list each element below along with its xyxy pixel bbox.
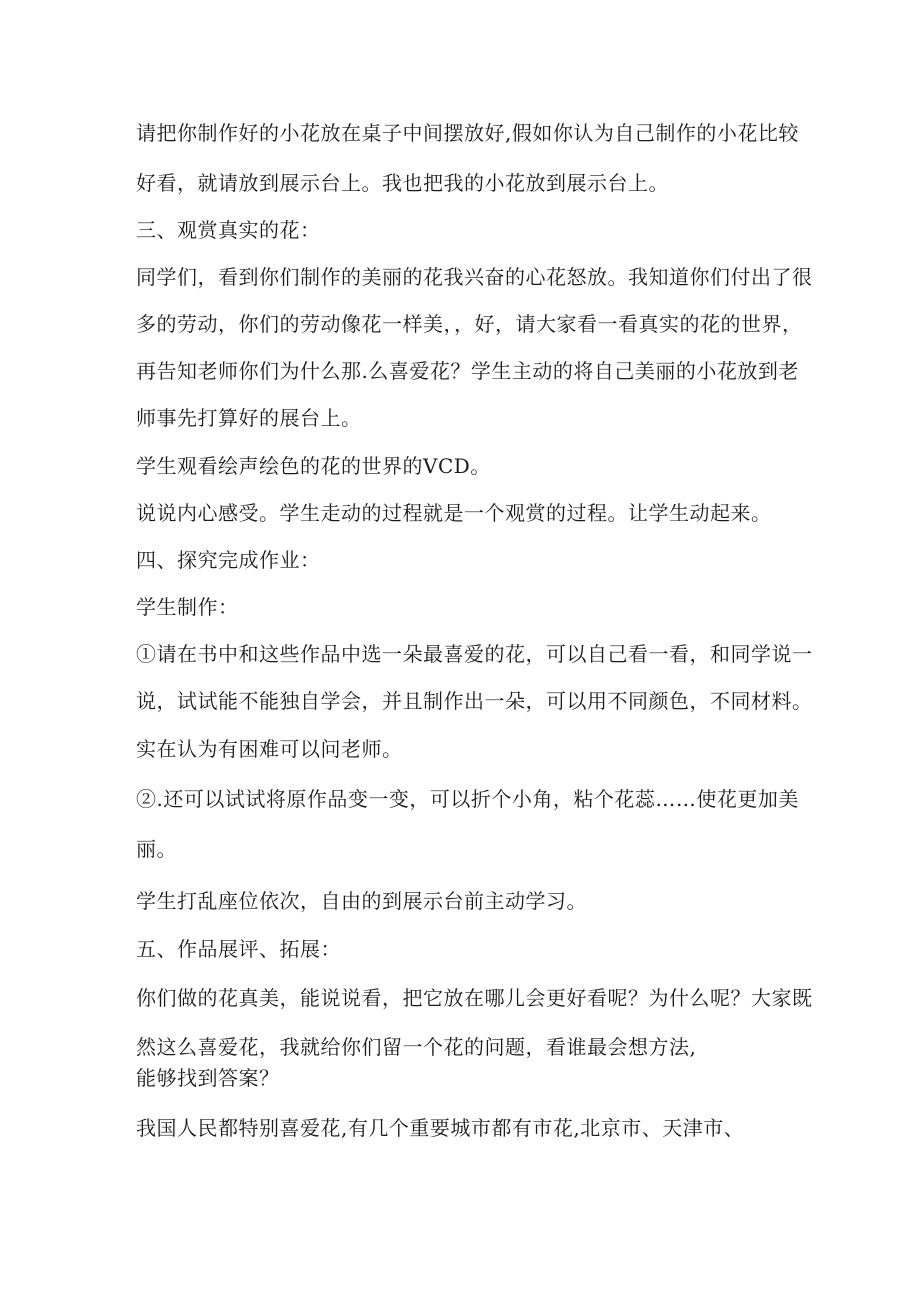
paragraph-line-5: 多的劳动，你们的劳动像花一样美，，好，请大家看一看真实的花的世界， xyxy=(136,312,803,336)
paragraph-line-21: 能够找到答案？ xyxy=(136,1066,280,1090)
paragraph-line-11: 学生制作： xyxy=(136,595,239,619)
section-heading-4: 四、探究完成作业： xyxy=(136,548,321,572)
paragraph-line-14: 实在认为有困难可以问老师。 xyxy=(136,737,403,761)
paragraph-line-6: 再告知老师你们为什么那.么喜爱花？学生主动的将自己美丽的小花放到老 xyxy=(136,359,799,383)
paragraph-line-9: 说说内心感受。学生走动的过程就是一个观赏的过程。让学生动起来。 xyxy=(136,501,772,525)
paragraph-line-7: 师事先打算好的展台上。 xyxy=(136,406,362,430)
paragraph-line-1: 请把你制作好的小花放在桌子中间摆放好,假如你认为自己制作的小花比较 xyxy=(136,121,799,145)
section-heading-5: 五、作品展评、拓展： xyxy=(136,937,341,961)
paragraph-line-16: 丽。 xyxy=(136,837,177,861)
paragraph-line-17: 学生打乱座位依次，自由的到展示台前主动学习。 xyxy=(136,889,587,913)
paragraph-line-22: 我国人民都特别喜爱花,有几个重要城市都有市花,北京市、天津市、 xyxy=(136,1116,745,1140)
paragraph-line-15: ②.还可以试试将原作品变一变，可以折个小角，粘个花蕊……使花更加美 xyxy=(136,787,799,811)
section-heading-3: 三、观赏真实的花： xyxy=(136,218,321,242)
paragraph-line-8: 学生观看绘声绘色的花的世界的VCD。 xyxy=(136,454,491,478)
paragraph-line-12: ①请在书中和这些作品中选一朵最喜爱的花，可以自己看一看，和同学说一 xyxy=(136,642,813,666)
paragraph-line-2: 好看，就请放到展示台上。我也把我的小花放到展示台上。 xyxy=(136,171,669,195)
paragraph-line-19: 你们做的花真美，能说说看，把它放在哪儿会更好看呢？为什么呢？大家既 xyxy=(136,986,813,1010)
paragraph-line-13: 说，试试能不能独自学会，并且制作出一朵，可以用不同颜色，不同材料。 xyxy=(136,689,813,713)
paragraph-line-20: 然这么喜爱花，我就给你们留一个花的问题，看谁最会想方法, xyxy=(136,1035,697,1059)
paragraph-line-4: 同学们，看到你们制作的美丽的花我兴奋的心花怒放。我知道你们付出了很 xyxy=(136,265,813,289)
